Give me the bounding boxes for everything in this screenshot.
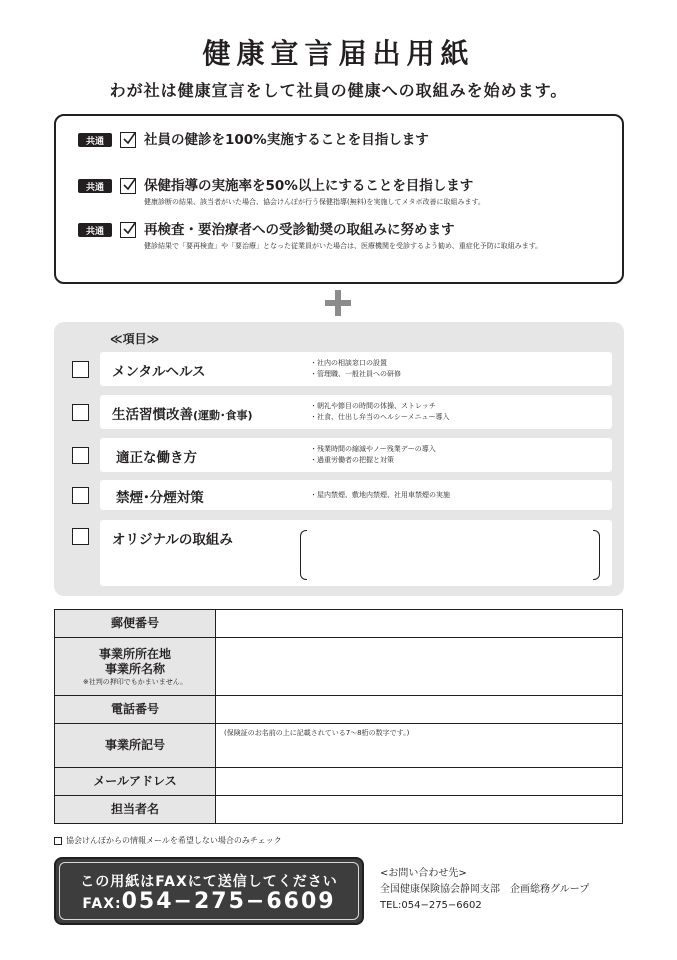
fax-instruction: この用紙はFAXにて送信してください [80, 874, 338, 890]
option-checkbox[interactable] [72, 404, 89, 421]
common-item-text: 再検査・要治療者への受診勧奨の取組みに努めます [144, 222, 455, 238]
common-item [78, 176, 574, 208]
checked-checkbox[interactable] [120, 222, 136, 238]
page-title: 健康宣言届出用紙 [202, 37, 475, 70]
registration-form-table [54, 609, 623, 824]
email-optout [54, 835, 282, 846]
option-description: ・屋内禁煙、敷地内禁煙、社用車禁煙の実施 [310, 491, 450, 499]
checkmark-icon [122, 132, 136, 146]
email-optout-label: 協会けんぽからの情報メールを希望しない場合のみチェック [66, 836, 282, 845]
option-label: 禁煙･分煙対策 [116, 490, 204, 506]
common-item-text: 社員の健診を100%実施することを目指します [144, 132, 429, 148]
phone-label: 電話番号 [55, 696, 216, 724]
option-label: オリジナルの取組み [112, 532, 233, 548]
contact-info [380, 866, 589, 914]
common-badge: 共通 [78, 223, 112, 237]
common-item-text: 保健指導の実施率を50%以上にすることを目指します [144, 178, 474, 194]
checkmark-icon [122, 178, 136, 192]
common-item-note: 健診結果で「要再検査」や「要治療」となった従業員がいた場合は、医療機関を受診するよう勧め、重症化予防に取組みます。 [144, 242, 543, 250]
contact-person-label: 担当者名 [55, 796, 216, 824]
option-checkbox[interactable] [72, 528, 89, 545]
option-card [100, 438, 612, 472]
option-description: ・残業時間の縮減やノー残業デーの導入 ・過重労働者の把握と対策 [310, 445, 436, 464]
email-optout-checkbox[interactable] [54, 837, 62, 845]
option-description: ・社内の相談窓口の設置 ・管理職、一般社員への研修 [310, 359, 401, 378]
contact-person-field[interactable] [216, 796, 623, 824]
option-label: 生活習慣改善(運動･食事) [112, 407, 253, 423]
option-card [100, 352, 612, 386]
option-label: 適正な働き方 [116, 450, 197, 466]
office-code-label: 事業所記号 [55, 724, 216, 768]
option-label: メンタルヘルス [112, 364, 206, 380]
checked-checkbox[interactable] [120, 132, 136, 148]
postal-code-field[interactable] [216, 610, 623, 638]
postal-code-label: 郵便番号 [55, 610, 216, 638]
option-card [100, 480, 612, 510]
contact-heading: <お問い合わせ先> [380, 868, 467, 879]
contact-tel: TEL:054−275−6602 [380, 900, 482, 911]
phone-field[interactable] [216, 696, 623, 724]
page-subtitle: わが社は健康宣言をして社員の健康への取組みを始めます。 [109, 81, 568, 100]
fax-number: FAX:054−275−6609 [82, 889, 336, 914]
fax-banner [54, 857, 364, 925]
plus-icon [325, 290, 351, 316]
option-card [100, 395, 612, 429]
option-card [100, 520, 612, 586]
common-item [78, 220, 574, 252]
option-description: ・朝礼や節目の時間の体操、ストレッチ ・社食、仕出し弁当のヘルシーメニュー導入 [310, 402, 450, 421]
option-checkbox[interactable] [72, 487, 89, 504]
original-initiative-field[interactable] [300, 530, 600, 578]
option-checkbox[interactable] [72, 361, 89, 378]
common-badge: 共通 [78, 179, 112, 193]
email-field[interactable] [216, 768, 623, 796]
option-checkbox[interactable] [72, 447, 89, 464]
common-commitments-box [54, 114, 624, 284]
contact-org: 全国健康保険協会静岡支部 企画総務グループ [380, 884, 590, 895]
office-address-name-field[interactable] [216, 638, 623, 696]
office-address-name-label: 事業所所在地 事業所名称 ※社判の押印でもかまいません。 [55, 638, 216, 696]
checkmark-icon [122, 222, 136, 236]
office-code-hint: (保険証のお名前の上に記載されている7～8桁の数字です。) [224, 729, 410, 737]
optional-items-panel [54, 322, 624, 596]
common-item [78, 130, 429, 150]
items-heading: ≪項目≫ [110, 332, 160, 346]
office-code-field[interactable] [216, 724, 623, 768]
email-label: メールアドレス [55, 768, 216, 796]
common-badge: 共通 [78, 133, 112, 147]
common-item-note: 健康診断の結果、該当者がいた場合、協会けんぽが行う保健指導(無料)を実施してメタボ改善に取組みます。 [144, 198, 485, 206]
checked-checkbox[interactable] [120, 178, 136, 194]
